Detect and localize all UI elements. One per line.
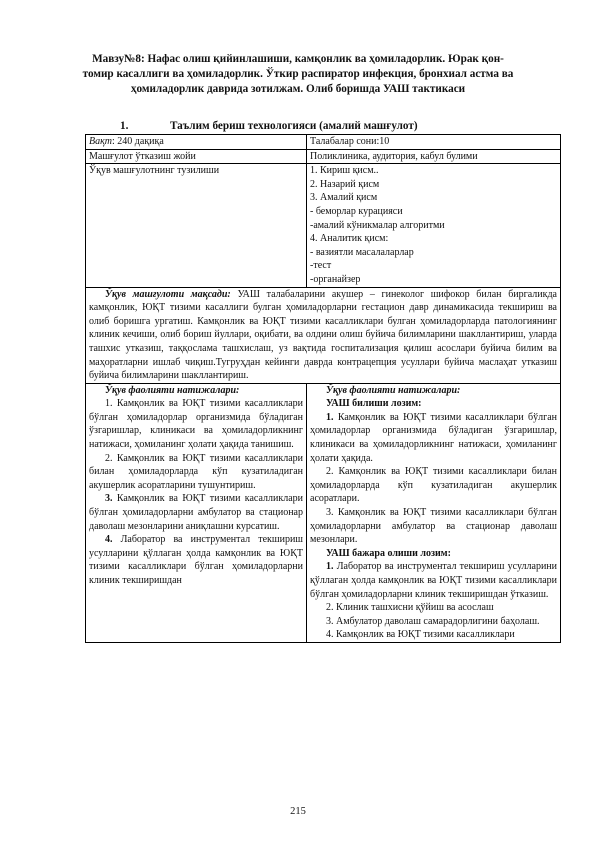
item-number: 2. <box>326 602 334 614</box>
list-item: - беморлар курацияси <box>310 205 403 217</box>
list-item: 3. Амалий қисм <box>310 192 378 204</box>
list-item <box>310 615 557 629</box>
item-number: 1. <box>105 398 113 410</box>
goal-text: УАШ талабаларини акушер – гинеколог шифокор билан биргаликда камқонлик, ЮҚТ тизими касаллиги булган ҳомиладорларни гестацион давр динамикасида текшириш ва олиб боришга ургатиш. Камқонлик ва ЮҚТ тизими касалликлари булган ҳомиладорларда патологиянинг клиник кечиши, олиб бориш йуллари, оқибати, ва олдини олиш буйича билимларини шакллантириш, уларда ташхис утказиш, таққослама ташхислаш, уз вақтида госпитализация қилиш асослари буйича билим ва маҳоратларни ишлаб чиқиш.Тугруҳдан кейинги даврда контрацепция усуллари буйича маслаҳат утказиш буйича билимларини шакллантириш. <box>89 288 557 382</box>
item-number: 3. <box>326 507 334 519</box>
item-text: Амбулатор даволаш самарадорлигини баҳолаш. <box>336 615 540 627</box>
item-text: Клиник ташхисни қўйиш ва асослаш <box>336 602 494 614</box>
list-item <box>310 411 557 465</box>
list-item <box>310 465 557 506</box>
do-heading: УАШ бажара олиши лозим: <box>326 547 451 559</box>
title-line: томир касаллиги ва ҳомиладорлик. Ўткир распиратор инфекция, бронхиал астма ва <box>82 68 514 80</box>
item-number: 4. <box>326 629 334 641</box>
list-item <box>89 533 303 587</box>
item-number: 3. <box>326 615 334 627</box>
time-cell <box>86 135 307 150</box>
structure-label: Ўқув машғулотнинг тузилиши <box>86 164 307 287</box>
item-number: 4. <box>105 534 113 546</box>
list-item: 1. Кириш қисм.. <box>310 165 379 177</box>
item-text: Камқонлик ва ЮҚТ тизими касалликлари билан ҳомиладорларда кўп кузатиладиган акушерлик асоратларини тушунтириш. <box>89 452 303 491</box>
list-item: 4. Аналитик қисм: <box>310 233 389 245</box>
section-heading <box>120 120 418 132</box>
list-item <box>310 560 557 601</box>
item-number: 1. <box>326 561 334 573</box>
title-line: ҳомиладорлик даврида зотилжам. Олиб боришда УАШ тактикаси <box>130 83 466 95</box>
item-number: 2. <box>105 452 113 464</box>
list-item <box>89 397 303 451</box>
list-item: 2. Назарий қисм <box>310 178 380 190</box>
title-line: Мавзу№8: Нафас олиш қийинлашиши, камқонлик ва ҳомиладорлик. Юрак қон- <box>92 53 504 65</box>
item-text: Лаборатор ва инструментал текшириш усулларини қўллаган ҳолда камқонлик ва ЮҚТ тизими касалликлари бўлган ҳомиладорларни клиник текширишдан ўтказиш. <box>310 561 557 600</box>
list-item: -органайзер <box>310 273 361 285</box>
item-text: Камқонлик ва ЮҚТ тизими касалликлари <box>336 629 515 641</box>
list-item <box>89 492 303 533</box>
goal-label: Ўқув машғулоти мақсади: <box>105 288 231 300</box>
page-title <box>40 52 556 97</box>
item-text: Камқонлик ва ЮҚТ тизими касалликлари бўлган ҳомиладорлар организмида бўладиган ўзгаришлар, клиникаси ва ҳомиладорликнинг натижаси, ҳомиланинг ҳолати ҳақида танишиш. <box>89 398 303 451</box>
place-value: Поликлиника, аудитория, кабул булими <box>307 149 561 164</box>
results-left-cell <box>86 383 307 642</box>
place-label: Машғулот ўтказиш жойи <box>86 149 307 164</box>
results-right-cell <box>307 383 561 642</box>
item-number: 2. <box>326 466 334 478</box>
structure-list <box>307 164 561 287</box>
section-number: 1. <box>120 120 129 132</box>
list-item: - вазиятли масалаларлар <box>310 246 414 258</box>
item-number: 3. <box>105 493 113 505</box>
item-number: 1. <box>326 411 334 423</box>
lesson-table <box>85 134 561 643</box>
students-cell: Талабалар сони:10 <box>307 135 561 150</box>
table-row <box>86 135 561 150</box>
item-text: Лаборатор ва инструментал текшириш усулларини қўллаган ҳолда камқонлик ва ЮҚТ тизими касалликлари бўлган ҳомиладорларни клиник текширишдан <box>89 534 303 586</box>
table-row <box>86 149 561 164</box>
section-title: Таълим бериш технологияси (амалий машғулот) <box>170 120 418 132</box>
item-text: Камқонлик ва ЮҚТ тизими касалликлари бўлган ҳомиладорларни амбулатор ва стационар даволаш мезонлари. <box>310 507 557 546</box>
item-text: Камқонлик ва ЮҚТ тизими касалликлари бўлган ҳомиладорлар организмида бўладиган ўзгаришлар, клиникаси ва ҳомиладорликнинг натижаси, ҳомиланинг ҳолати ҳақида. <box>310 411 557 464</box>
list-item: -амалий кўникмалар алгоритми <box>310 219 445 231</box>
time-value: : 240 дақиқа <box>112 136 164 147</box>
item-text: Камқонлик ва ЮҚТ тизими касалликлари бўлган ҳомиладорларни амбулатор ва стационар даволаш мезонларини аниқлашни курсатиш. <box>89 493 303 532</box>
list-item <box>310 628 557 642</box>
list-item <box>89 452 303 493</box>
item-text: Камқонлик ва ЮҚТ тизими касалликлари билан ҳомиладорларда кўп кузатиладиган акушерлик асоратлари. <box>310 466 557 505</box>
results-right-heading: Ўқув фаолияти натижалари: <box>326 384 461 396</box>
table-row <box>86 164 561 287</box>
results-left-heading: Ўқув фаолияти натижалари: <box>105 384 240 396</box>
list-item <box>310 601 557 615</box>
list-item <box>310 506 557 547</box>
goal-cell <box>86 287 561 383</box>
list-item: -тест <box>310 260 332 272</box>
table-row <box>86 287 561 383</box>
know-heading: УАШ билиши лозим: <box>326 398 422 410</box>
table-row <box>86 383 561 642</box>
page-number: 215 <box>290 806 306 817</box>
time-label: Вақт <box>89 136 113 147</box>
